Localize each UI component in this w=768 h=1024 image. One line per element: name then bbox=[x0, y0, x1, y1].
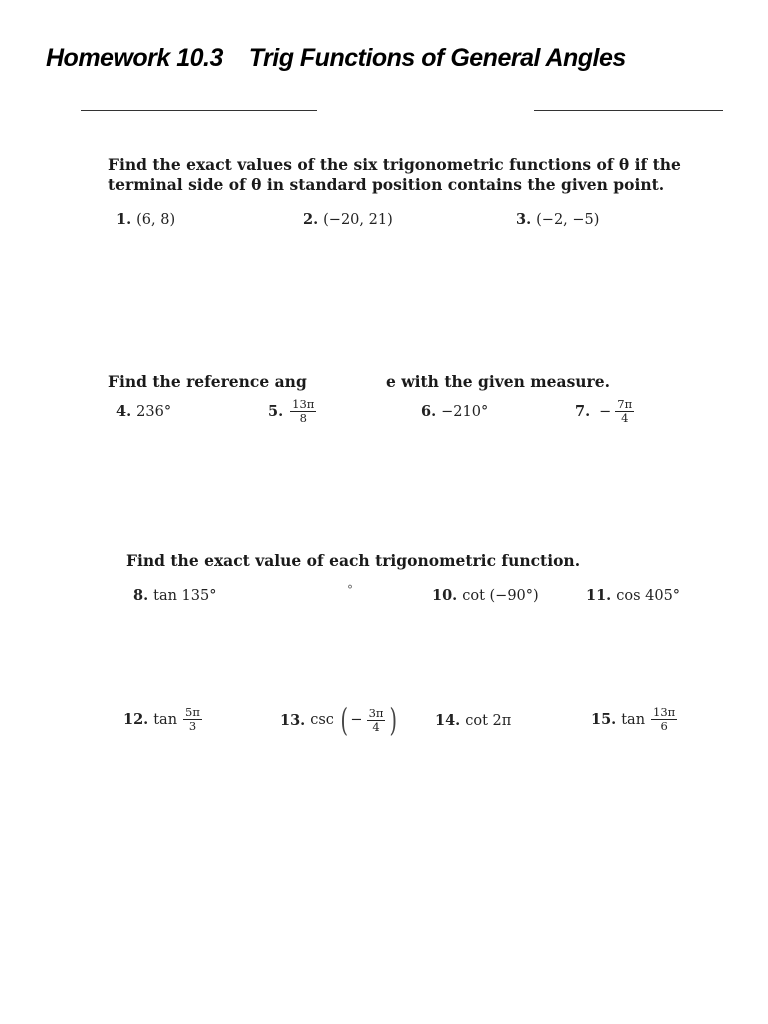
fraction-numerator: 5π bbox=[185, 705, 200, 719]
problem-number: 12. bbox=[123, 711, 149, 728]
problem-14 bbox=[435, 712, 511, 729]
problem-text: (−2, −5) bbox=[536, 211, 600, 228]
problem-number: 14. bbox=[435, 712, 461, 729]
section2-instruction-part-a: Find the reference ang bbox=[108, 372, 307, 391]
problem-1 bbox=[116, 211, 175, 228]
problem-number: 1. bbox=[116, 211, 132, 228]
problem-number: 15. bbox=[591, 711, 617, 728]
fraction-denominator: 3 bbox=[188, 719, 197, 733]
fraction bbox=[615, 398, 634, 425]
problem-number: 2. bbox=[303, 211, 319, 228]
fraction-numerator: 7π bbox=[617, 397, 633, 411]
problem-4 bbox=[116, 403, 171, 420]
problem-7 bbox=[575, 398, 636, 425]
section2-instruction-part-b: e with the given measure. bbox=[386, 372, 610, 391]
fraction-denominator: 4 bbox=[621, 411, 629, 425]
section3-instruction: Find the exact value of each trigonometric function. bbox=[126, 551, 581, 570]
problem-12 bbox=[123, 706, 204, 733]
problem-number: 7. bbox=[575, 403, 591, 420]
page-title: Homework 10.3 Trig Functions of General Angles bbox=[46, 44, 626, 72]
fraction bbox=[290, 398, 316, 425]
fraction-denominator: 6 bbox=[660, 719, 668, 733]
fraction-numerator: 3π bbox=[368, 705, 384, 720]
problem-11 bbox=[586, 587, 680, 604]
problem-text: (−20, 21) bbox=[323, 211, 393, 228]
fraction-denominator: 4 bbox=[372, 719, 380, 734]
section1-instruction: Find the exact values of the six trigonometric functions of θ if the terminal side of θ in standard position contains the given point. bbox=[108, 155, 681, 194]
name-blank-line bbox=[81, 110, 317, 111]
stray-mark: ° bbox=[347, 583, 353, 597]
problem-text: cos 405° bbox=[616, 587, 681, 604]
problem-10 bbox=[432, 587, 539, 604]
date-blank-line bbox=[534, 110, 723, 111]
problem-number: 8. bbox=[133, 587, 149, 604]
problem-number: 5. bbox=[268, 403, 284, 420]
problem-15 bbox=[591, 706, 679, 733]
fraction-numerator: 13π bbox=[292, 397, 315, 411]
problem-2 bbox=[303, 211, 393, 228]
problem-text: (6, 8) bbox=[136, 211, 176, 228]
problem-5 bbox=[268, 398, 318, 425]
problem-text: cot (−90°) bbox=[462, 587, 539, 604]
negative-sign: − bbox=[599, 403, 612, 420]
right-paren: ) bbox=[389, 701, 398, 739]
problem-8 bbox=[133, 587, 217, 604]
fraction-denominator: 8 bbox=[299, 411, 307, 425]
function-name: tan bbox=[153, 711, 178, 728]
problem-text: cot 2π bbox=[465, 712, 512, 729]
problem-text: −210° bbox=[441, 403, 489, 420]
function-name: tan bbox=[621, 711, 646, 728]
problem-number: 13. bbox=[280, 711, 306, 729]
function-name: csc bbox=[310, 712, 334, 728]
problem-number: 11. bbox=[586, 587, 612, 604]
left-paren: ( bbox=[340, 701, 348, 739]
problem-number: 3. bbox=[516, 211, 532, 228]
fraction bbox=[183, 706, 202, 733]
problem-text: tan 135° bbox=[153, 587, 217, 604]
problem-3 bbox=[516, 211, 599, 228]
problem-6 bbox=[421, 403, 488, 420]
problem-number: 4. bbox=[116, 403, 132, 420]
negative-sign: − bbox=[350, 712, 363, 728]
problem-text: 236° bbox=[136, 403, 172, 420]
fraction bbox=[367, 707, 386, 734]
problem-13 bbox=[280, 701, 400, 739]
fraction bbox=[651, 706, 677, 733]
problem-number: 10. bbox=[432, 587, 458, 604]
fraction-numerator: 13π bbox=[653, 705, 676, 719]
problem-number: 6. bbox=[421, 403, 437, 420]
